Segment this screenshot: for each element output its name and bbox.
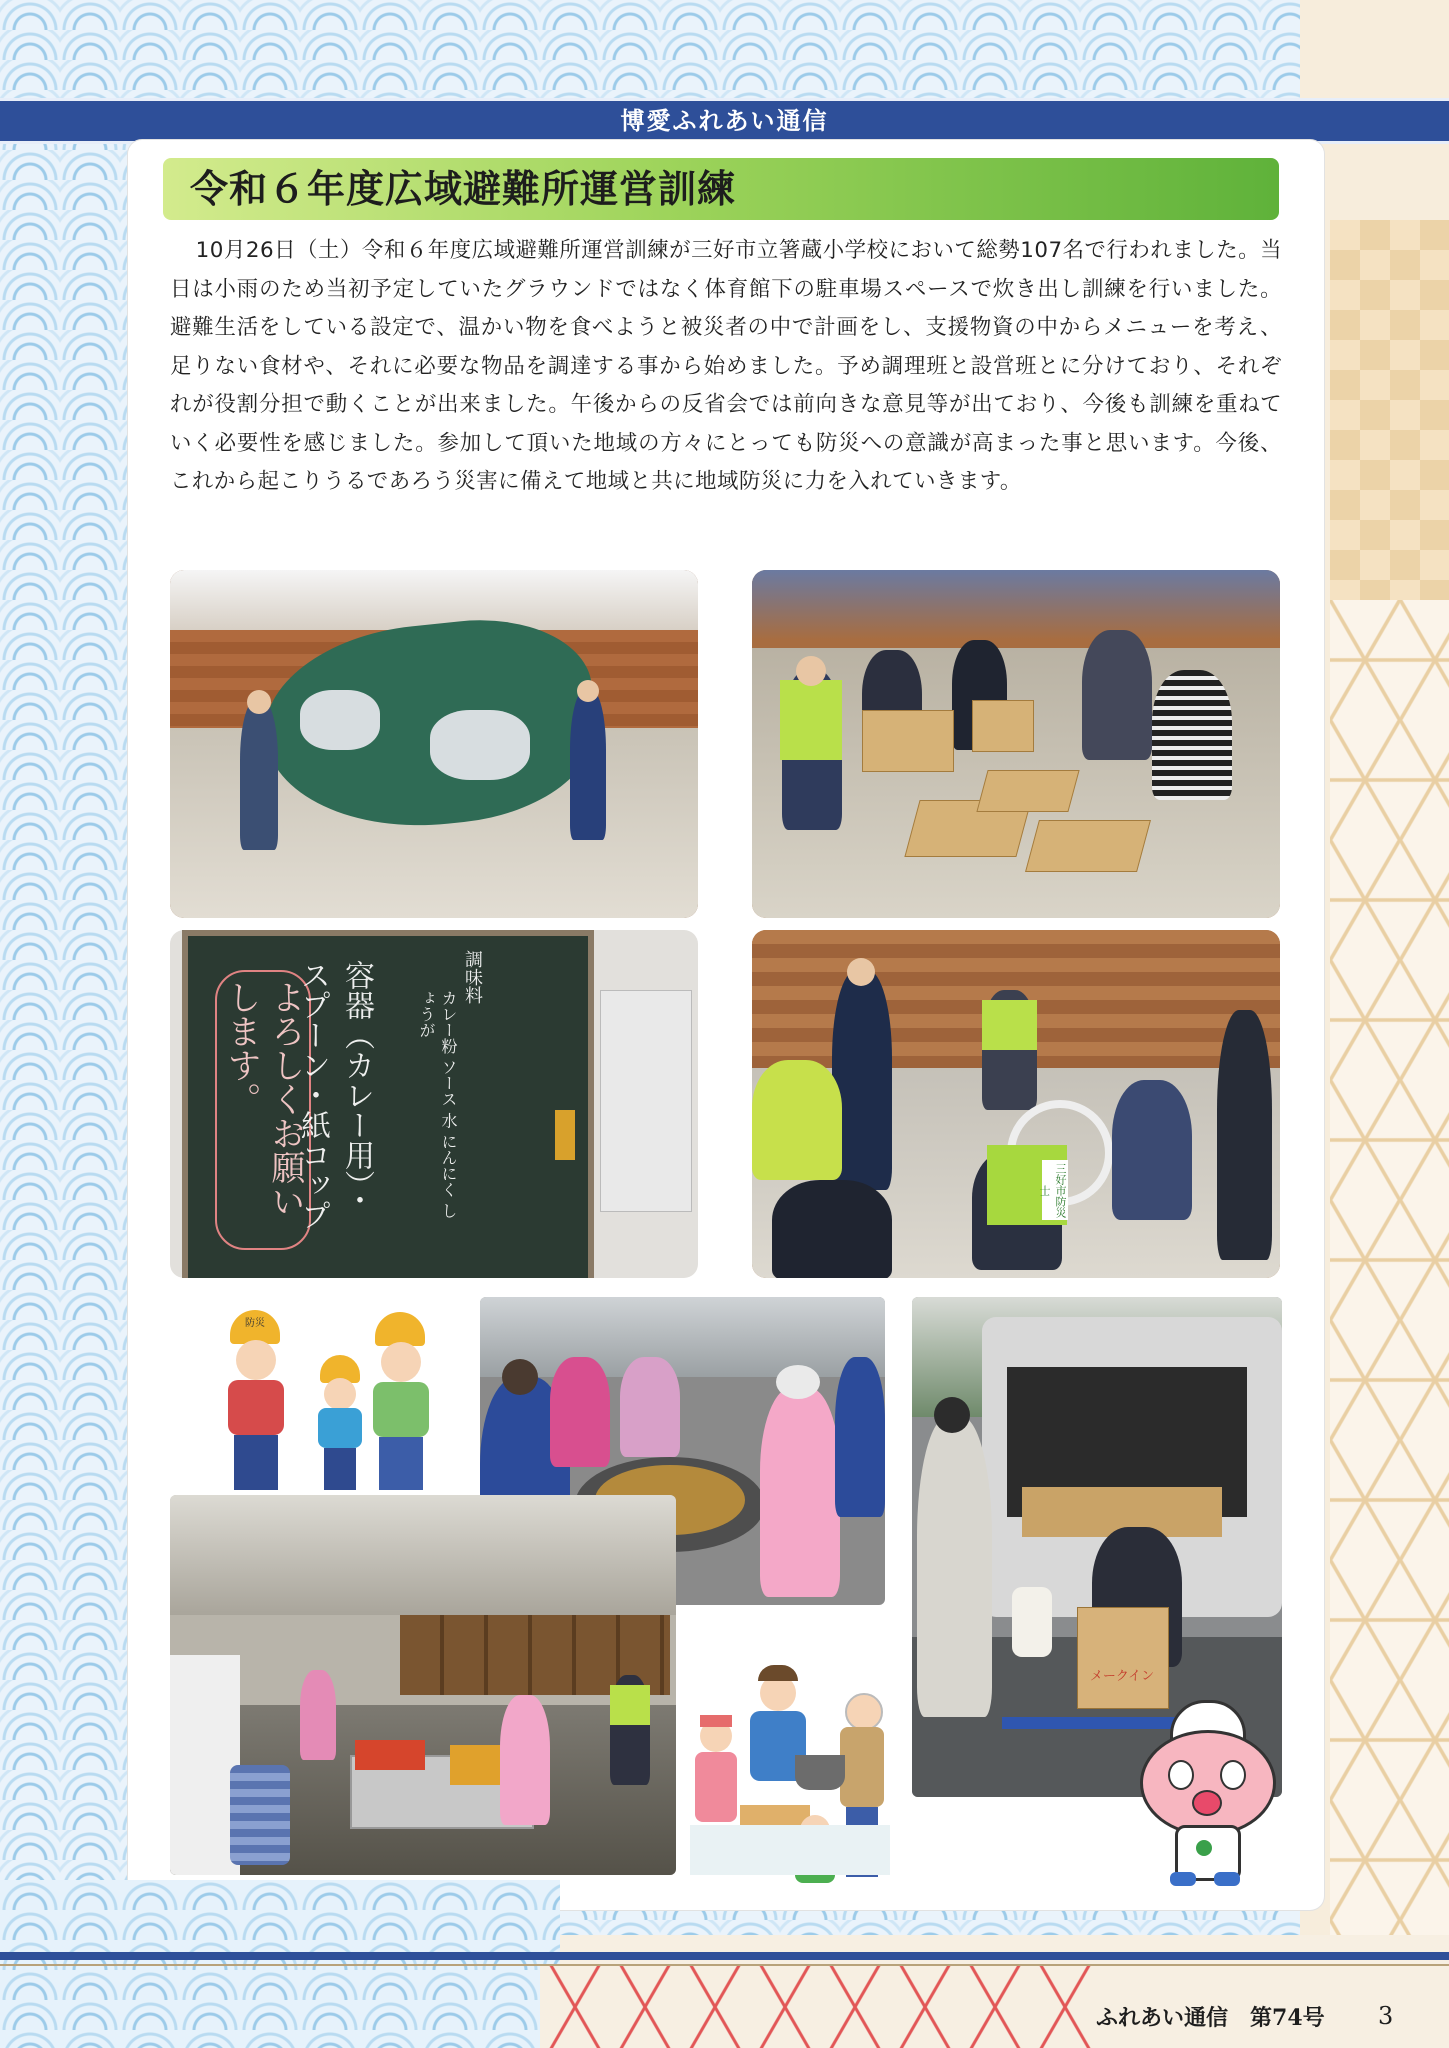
portable-toilet-photo: [752, 930, 1280, 1278]
footer-red-pattern: [540, 1966, 1100, 2048]
blackboard-greeting: よろしくお願いします。: [215, 970, 311, 1250]
article-heading: 令和６年度広域避難所運営訓練: [190, 167, 737, 211]
header-bar: [0, 98, 1449, 144]
box-label: メークイン: [1089, 1669, 1155, 1684]
blackboard-seasoning: 調味料: [462, 950, 483, 1004]
blackboard-ingredients: カレー粉 ソース 水 にんにく しょうが: [417, 990, 458, 1219]
mascot-character: [1130, 1700, 1280, 1890]
article-body: 10月26日（土）令和６年度広域避難所運営訓練が三好市立箸蔵小学校において総勢107名で行われました。当日は小雨のため当初予定していたグラウンドではなく体育館下の駐車場スペースで炊き出し訓練を行いました。避難生活をしている設定で、温かい物を食べようと被災者の中で計画をし、支援物資の中からメニューを考え、足りない食材や、それに必要な物品を調達する事から始めました。予め調理班と設営班とに分けており、それぞれが役割分担で動くことが出来ました。午後からの反省会では前向きな意見等が出ており、今後も訓練を重ねていく必要性を感じました。参加して頂いた地域の方々にとっても防災への意識が高まった事と思います。今後、これから起こりうるであろう災害に備えて地域と共に地域防災に力を入れていきます。: [170, 238, 1282, 494]
blackboard-items: 容器（カレー用）・スプーン・紙コップ: [295, 960, 374, 1230]
helmet-badge-text: 防災: [245, 1318, 265, 1329]
footer-rule-thin: [0, 1964, 1449, 1966]
vest-label: 三好市防災士: [1042, 1160, 1068, 1220]
footer-rule: [0, 1952, 1449, 1960]
disaster-prep-family-illustration: [200, 1300, 440, 1490]
cooking-family-illustration: [690, 1655, 930, 1885]
tent-setup-photo: [170, 570, 698, 918]
footer-publication: [1090, 2000, 1331, 2036]
publication-name: ふれあい通信: [1096, 2005, 1229, 2031]
asanoha-pattern: [1330, 600, 1449, 1940]
blackboard-photo: [170, 930, 698, 1278]
issue-number: 第74号: [1250, 2005, 1325, 2031]
box-assembly-photo: [752, 570, 1280, 918]
page-number: 3: [1378, 2002, 1394, 2030]
kitchen-photo: [170, 1495, 676, 1875]
header-title: 博愛ふれあい通信: [620, 106, 829, 135]
checker-pattern: [1330, 220, 1449, 600]
